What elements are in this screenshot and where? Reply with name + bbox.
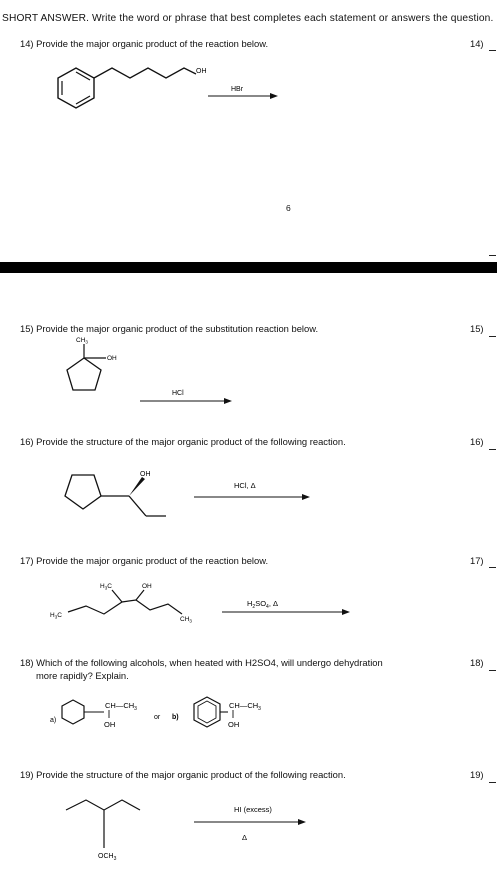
q15-reagent: HCl: [172, 390, 184, 397]
question-19-prompt: 19) Provide the structure of the major organic product of the following reaction.: [20, 769, 346, 780]
q16-reagent: HCl, Δ: [234, 481, 256, 490]
q18-a-hydroxyl: OH: [104, 720, 116, 729]
q19-reagent: HI (excess): [234, 805, 272, 814]
question-14-number: 14): [470, 38, 484, 49]
page-number: 6: [286, 203, 291, 213]
q17-hydroxyl-label: OH: [142, 583, 152, 590]
question-15-prompt: 15) Provide the major organic product of the substitution reaction below.: [20, 323, 319, 334]
q18-or-label: or: [154, 714, 161, 721]
question-19-number: 19): [470, 769, 484, 780]
question-18-prompt-line1: 18) Which of the following alcohols, when heated with H2SO4, will undergo dehydration: [20, 657, 383, 668]
q18-option-b-label: b): [172, 714, 179, 721]
question-15-number: 15): [470, 323, 484, 334]
question-18-prompt-line2: more rapidly? Explain.: [36, 670, 129, 681]
q17-reagent: $H_2SO_4$, Δ: [247, 599, 279, 610]
q18-option-a-label: a): [50, 717, 57, 724]
q16-hydroxyl-label: OH: [140, 471, 151, 478]
q19-methoxy-label: $OCH_3$: [98, 853, 117, 862]
section-header: SHORT ANSWER. Write the word or phrase that best completes each statement or answers the question.: [2, 13, 494, 24]
q19-condition: Δ: [242, 833, 248, 842]
q14-reagent: HBr: [231, 86, 244, 93]
q17-methyl-label-top: $H_3C$: [100, 583, 112, 591]
question-16-prompt: 16) Provide the structure of the major organic product of the following reaction.: [20, 436, 346, 447]
q15-methyl-label: $CH_3$: [76, 337, 88, 345]
question-17-number: 17): [470, 555, 484, 566]
q17-methyl-label-right: $CH_3$: [180, 616, 192, 624]
q15-hydroxyl-label: OH: [107, 355, 117, 362]
q14-hydroxyl-label: OH: [196, 68, 207, 75]
q18-b-hydroxyl: OH: [228, 720, 240, 729]
q17-methyl-label-left: $H_3C$: [50, 612, 62, 620]
question-14-prompt: 14) Provide the major organic product of the reaction below.: [20, 38, 269, 49]
question-17-prompt: 17) Provide the major organic product of the reaction below.: [20, 555, 269, 566]
q18-a-chain: $CH—CH_3$: [105, 701, 137, 712]
question-18-number: 18): [470, 657, 484, 668]
question-16-number: 16): [470, 436, 484, 447]
q18-b-chain: $CH—CH_3$: [229, 701, 261, 712]
